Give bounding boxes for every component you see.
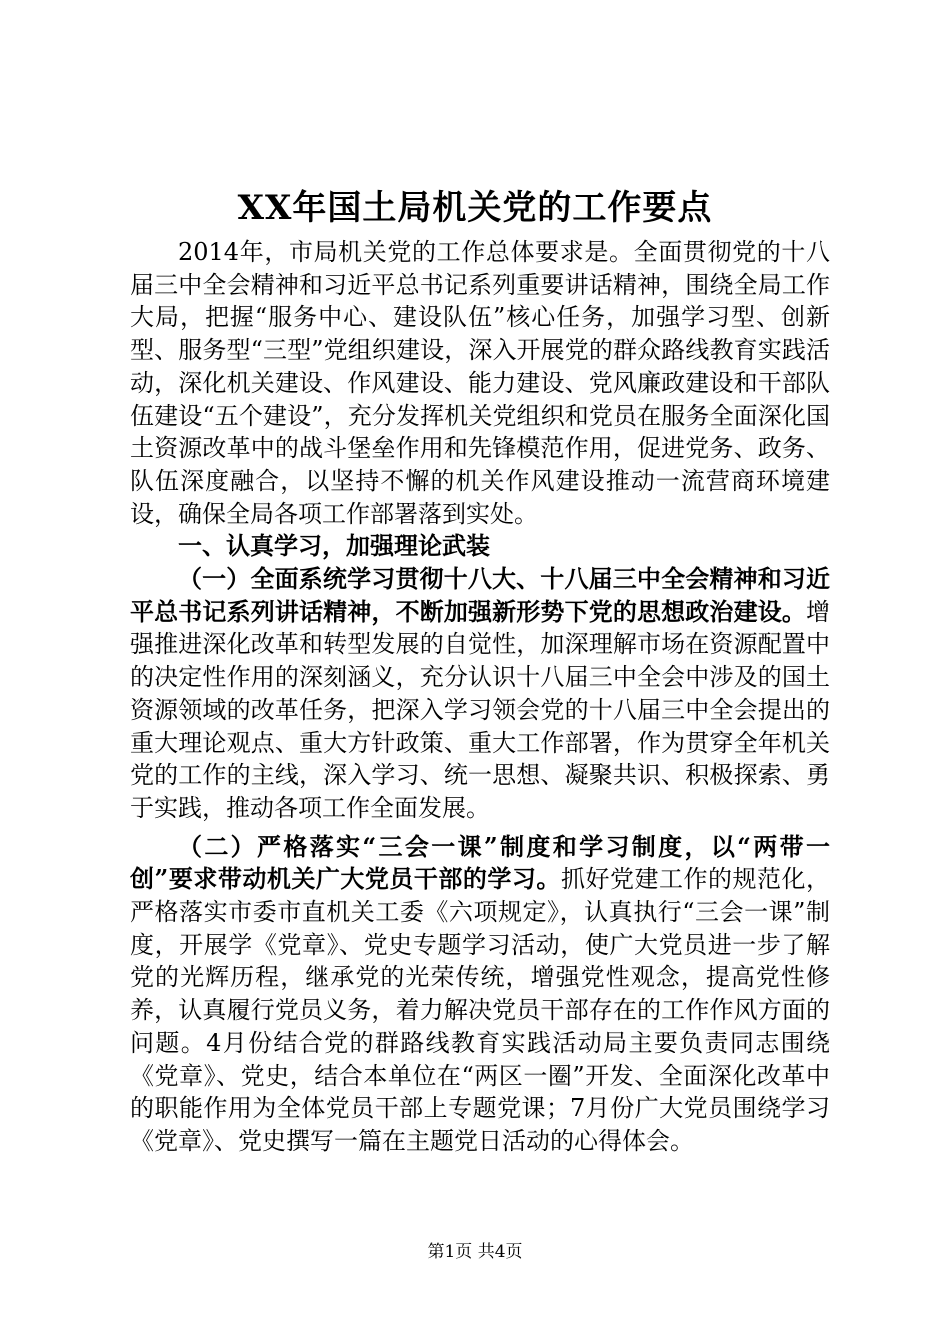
item-paragraph-2 [130, 831, 830, 1158]
page-footer [0, 1240, 950, 1264]
document-title: XX年国土局机关党的工作要点 [237, 188, 713, 228]
page-number: 第1页 [427, 1242, 473, 1262]
intro-paragraph: 2014年，市局机关党的工作总体要求是。全面贯彻党的十八届三中全会精神和习近平总书记系列重要讲话精神，围绕全局工作大局，把握“服务中心、建设队伍”核心任务，加强学习型、创新型、服务型“三型”党组织建设，深入开展党的群众路线教育实践活动，深化机关建设、作风建设、能力建设、党风廉政建设和干部队伍建设“五个建设”，充分发挥机关党组织和党员在服务全面深化国土资源改革中的战斗堡垒作用和先锋模范作用，促进党务、政务、队伍深度融合，以坚持不懈的机关作风建设推动一流营商环境建设，确保全局各项工作部署落到实处。 [130, 238, 830, 528]
item-body-1: 增强推进深化改革和转型发展的自觉性，加深理解市场在资源配置中的决定性作用的深刻涵义，充分认识十八届三中全会中涉及的国土资源领域的改革任务，把深入学习领会党的十八届三中全会提出的重大理论观点、重大方针政策、重大工作部署，作为贯穿全年机关党的工作的主线，深入学习、统一思想、凝聚共识、积极探索、勇于实践，推动各项工作全面发展。 [130, 597, 830, 822]
document-body [130, 236, 830, 1158]
item-body-2: 抓好党建工作的规范化，严格落实市委市直机关工委《六项规定》，认真执行“三会一课”制度，开展学《党章》、党史专题学习活动，使广大党员进一步了解党的光辉历程，继承党的光荣传统，增强党性观念，提高党性修养，认真履行党员义务，着力解决党员干部存在的工作作风方面的问题。4月份结合党的群路线教育实践活动局主要负责同志围绕《党章》、党史，结合本单位在“两区一圈”开发、全面深化改革中的职能作用为全体党员干部上专题党课；7月份广大党员围绕学习《党章》、党史撰写一篇在主题党日活动的心得体会。 [130, 865, 831, 1155]
item-paragraph-1 [130, 563, 830, 825]
page-total: 共4页 [477, 1242, 523, 1262]
section-heading-1: 一、认真学习，加强理论武装 [178, 531, 490, 561]
item-lead-2: （二）严格落实“三会一课”制度和学习制度，以“两带一创”要求带动机关广大党员干部的学习。 [130, 831, 830, 894]
item-lead-1: （一）全面系统学习贯彻十八大、十八届三中全会精神和习近平总书记系列讲话精神，不断加强新形势下党的思想政治建设。 [130, 564, 830, 626]
